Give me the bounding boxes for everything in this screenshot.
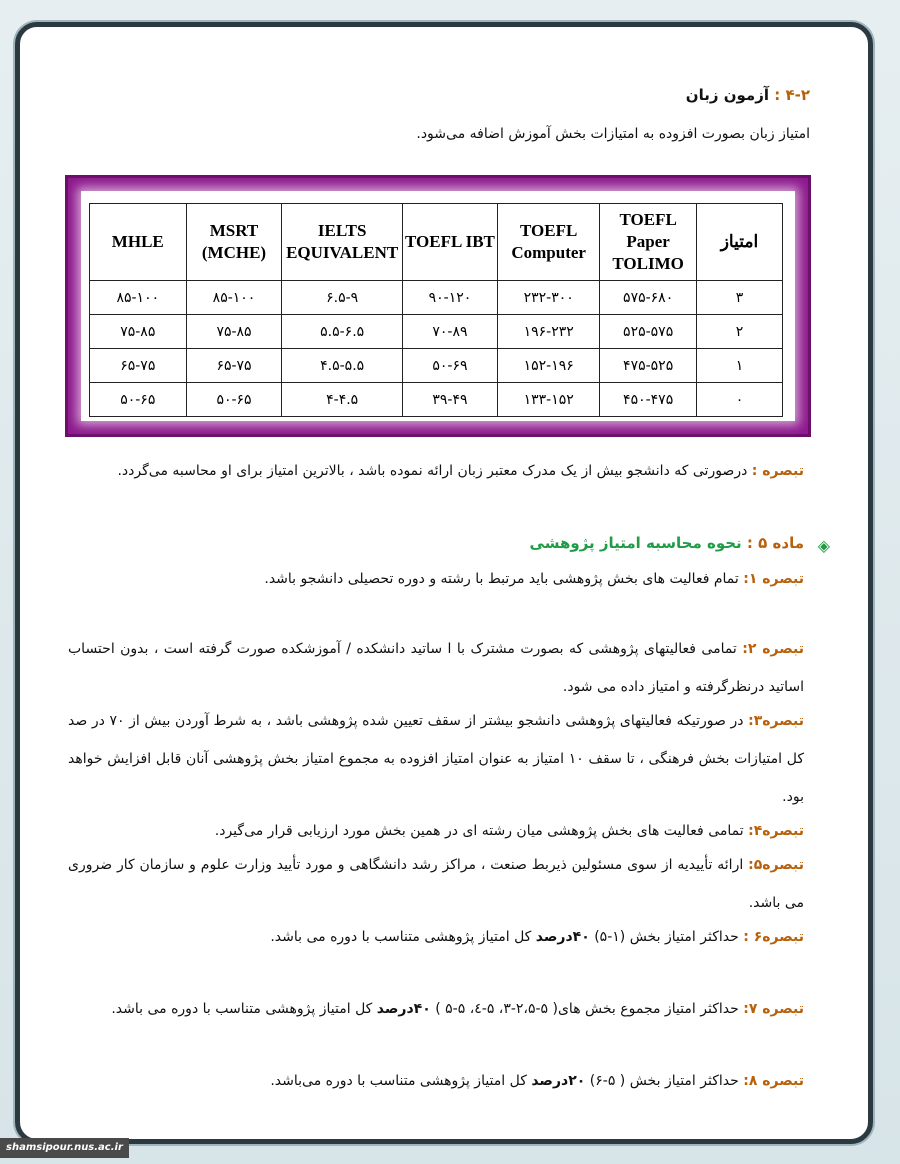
table-row	[90, 281, 783, 315]
footer-url: shamsipour.nus.ac.ir	[0, 1138, 129, 1158]
note-bold-percent: ۴۰درصد	[376, 1001, 431, 1017]
note-label: تبصره۳:	[748, 713, 804, 729]
table-cell: ۱	[696, 349, 782, 383]
note-text: درصورتی که دانشجو بیش از یک مدرک معتبر زبان ارائه نموده باشد ، بالاترین امتیاز برای او محاسبه می‌گردد.	[117, 463, 748, 479]
table-cell: ۵.۵-۶.۵	[282, 315, 402, 349]
language-table-panel	[81, 191, 795, 421]
note-text-a: حداکثر امتیاز بخش (۱-۵)	[594, 929, 739, 945]
note-2	[68, 630, 804, 706]
table-cell: ۷۰-۸۹	[402, 315, 497, 349]
article-title: نحوه محاسبه امتیاز پژوهشی	[529, 534, 742, 552]
note-6	[68, 918, 804, 956]
table-cell: ۳	[696, 281, 782, 315]
note-label: تبصره۴:	[748, 823, 804, 839]
table-cell: ۵۲۵-۵۷۵	[600, 315, 697, 349]
table-cell: ۶۵-۷۵	[186, 349, 282, 383]
header-toefl-computer: TOEFL Computer	[498, 204, 600, 281]
table-cell: ۵۰-۶۵	[90, 383, 187, 417]
header-msrt: MSRT (MCHE)	[186, 204, 282, 281]
note-text: ارائه تأییدیه از سوی مسئولین ذیربط صنعت ، مراکز رشد دانشگاهی و مورد تأیید وزارت علوم و سازمان کار ضروری می باشد.	[68, 857, 804, 911]
note-label: تبصره ۷:	[743, 1001, 804, 1017]
note-3	[68, 702, 804, 816]
language-score-table	[89, 203, 783, 417]
article-5-heading	[68, 534, 830, 555]
table-cell: ۶.۵-۹	[282, 281, 402, 315]
note-5	[68, 846, 804, 922]
note-text-b: کل امتیاز پژوهشی متناسب با دوره می‌باشد.	[270, 1073, 527, 1089]
header-mhle: MHLE	[90, 204, 187, 281]
section-header	[68, 80, 810, 164]
section-title-text: آزمون زبان	[685, 86, 769, 104]
note-1	[68, 560, 804, 598]
table-cell: ۵۰-۶۵	[186, 383, 282, 417]
note-bold-percent: ۲۰درصد	[531, 1073, 586, 1089]
section-title	[68, 86, 810, 104]
language-note	[68, 452, 804, 490]
table-cell: ۴۵۰-۴۷۵	[600, 383, 697, 417]
note-text: تمامی فعالیتهای پژوهشی که بصورت مشترک با ا ساتید دانشکده / آموزشکده صورت گرفته است ، بدون احتساب اساتید درنظرگرفته و امتیاز داده می شود.	[68, 641, 804, 695]
diamond-bullet-icon: ◈	[817, 536, 830, 555]
note-text-b: کل امتیاز پژوهشی متناسب با دوره می باشد.	[111, 1001, 373, 1017]
header-score: امتیاز	[696, 204, 782, 281]
note-text: تمامی فعالیت های بخش پژوهشی میان رشته ای در همین بخش مورد ارزیابی قرار می‌گیرد.	[214, 823, 744, 839]
table-cell: ۵۷۵-۶۸۰	[600, 281, 697, 315]
note-text-a: حداکثر امتیاز بخش ( ۵-۶)	[589, 1073, 739, 1089]
section-number: ۴-۲ :	[774, 86, 810, 104]
note-text: تمام فعالیت های بخش پژوهشی باید مرتبط با رشته و دوره تحصیلی دانشجو باشد.	[264, 571, 739, 587]
note-label: تبصره۵:	[748, 857, 804, 873]
note-label: تبصره ۸:	[743, 1073, 804, 1089]
note-text-b: کل امتیاز پژوهشی متناسب با دوره می باشد.	[270, 929, 532, 945]
table-row	[90, 383, 783, 417]
language-table-frame	[65, 175, 811, 437]
table-header-row	[90, 204, 783, 281]
header-toefl-paper: TOEFL Paper TOLIMO	[600, 204, 697, 281]
table-cell: ۵۰-۶۹	[402, 349, 497, 383]
table-cell: ۶۵-۷۵	[90, 349, 187, 383]
table-row	[90, 315, 783, 349]
table-cell: ۰	[696, 383, 782, 417]
table-cell: ۴.۵-۵.۵	[282, 349, 402, 383]
header-toefl-ibt: TOEFL IBT	[402, 204, 497, 281]
header-ielts: IELTS EQUIVALENT	[282, 204, 402, 281]
note-bold-percent: ۴۰درصد	[535, 929, 590, 945]
table-cell: ۴۷۵-۵۲۵	[600, 349, 697, 383]
table-row	[90, 349, 783, 383]
table-cell: ۲۳۲-۳۰۰	[498, 281, 600, 315]
table-cell: ۱۹۶-۲۳۲	[498, 315, 600, 349]
note-4	[68, 812, 804, 850]
note-label: تبصره ۲:	[742, 641, 805, 657]
table-cell: ۸۵-۱۰۰	[186, 281, 282, 315]
table-cell: ۱۵۲-۱۹۶	[498, 349, 600, 383]
note-text: در صورتیکه فعالیتهای پژوهشی دانشجو بیشتر از سقف تعیین شده پژوهشی باشد ، به شرط آوردن بیش از ۷۰ در صد کل امتیازات بخش فرهنگی ، تا سقف ۱۰ امتیاز به عنوان امتیاز افزوده به مجموع امتیاز بخش پژوهشی آنان قابل افزایش خواهد بود.	[68, 713, 804, 805]
note-8	[68, 1062, 804, 1100]
table-cell: ۸۵-۱۰۰	[90, 281, 187, 315]
table-cell: ۱۳۳-۱۵۲	[498, 383, 600, 417]
note-text-a: حداکثر امتیاز مجموع بخش های( ۵-۲،۵-۳، ۵-٤، ۵-۵ )	[435, 1001, 739, 1017]
note-7	[68, 990, 804, 1028]
note-label: تبصره :	[751, 463, 804, 479]
note-label: تبصره ۱:	[743, 571, 804, 587]
table-cell: ۲	[696, 315, 782, 349]
table-cell: ۳۹-۴۹	[402, 383, 497, 417]
table-cell: ۹۰-۱۲۰	[402, 281, 497, 315]
article-number: ماده ۵ :	[746, 534, 804, 552]
intro-text: امتیاز زبان بصورت افزوده به امتیازات بخش آموزش اضافه می‌شود.	[416, 126, 810, 142]
table-cell: ۴-۴.۵	[282, 383, 402, 417]
note-label: تبصره۶ :	[743, 929, 804, 945]
table-cell: ۷۵-۸۵	[186, 315, 282, 349]
table-cell: ۷۵-۸۵	[90, 315, 187, 349]
